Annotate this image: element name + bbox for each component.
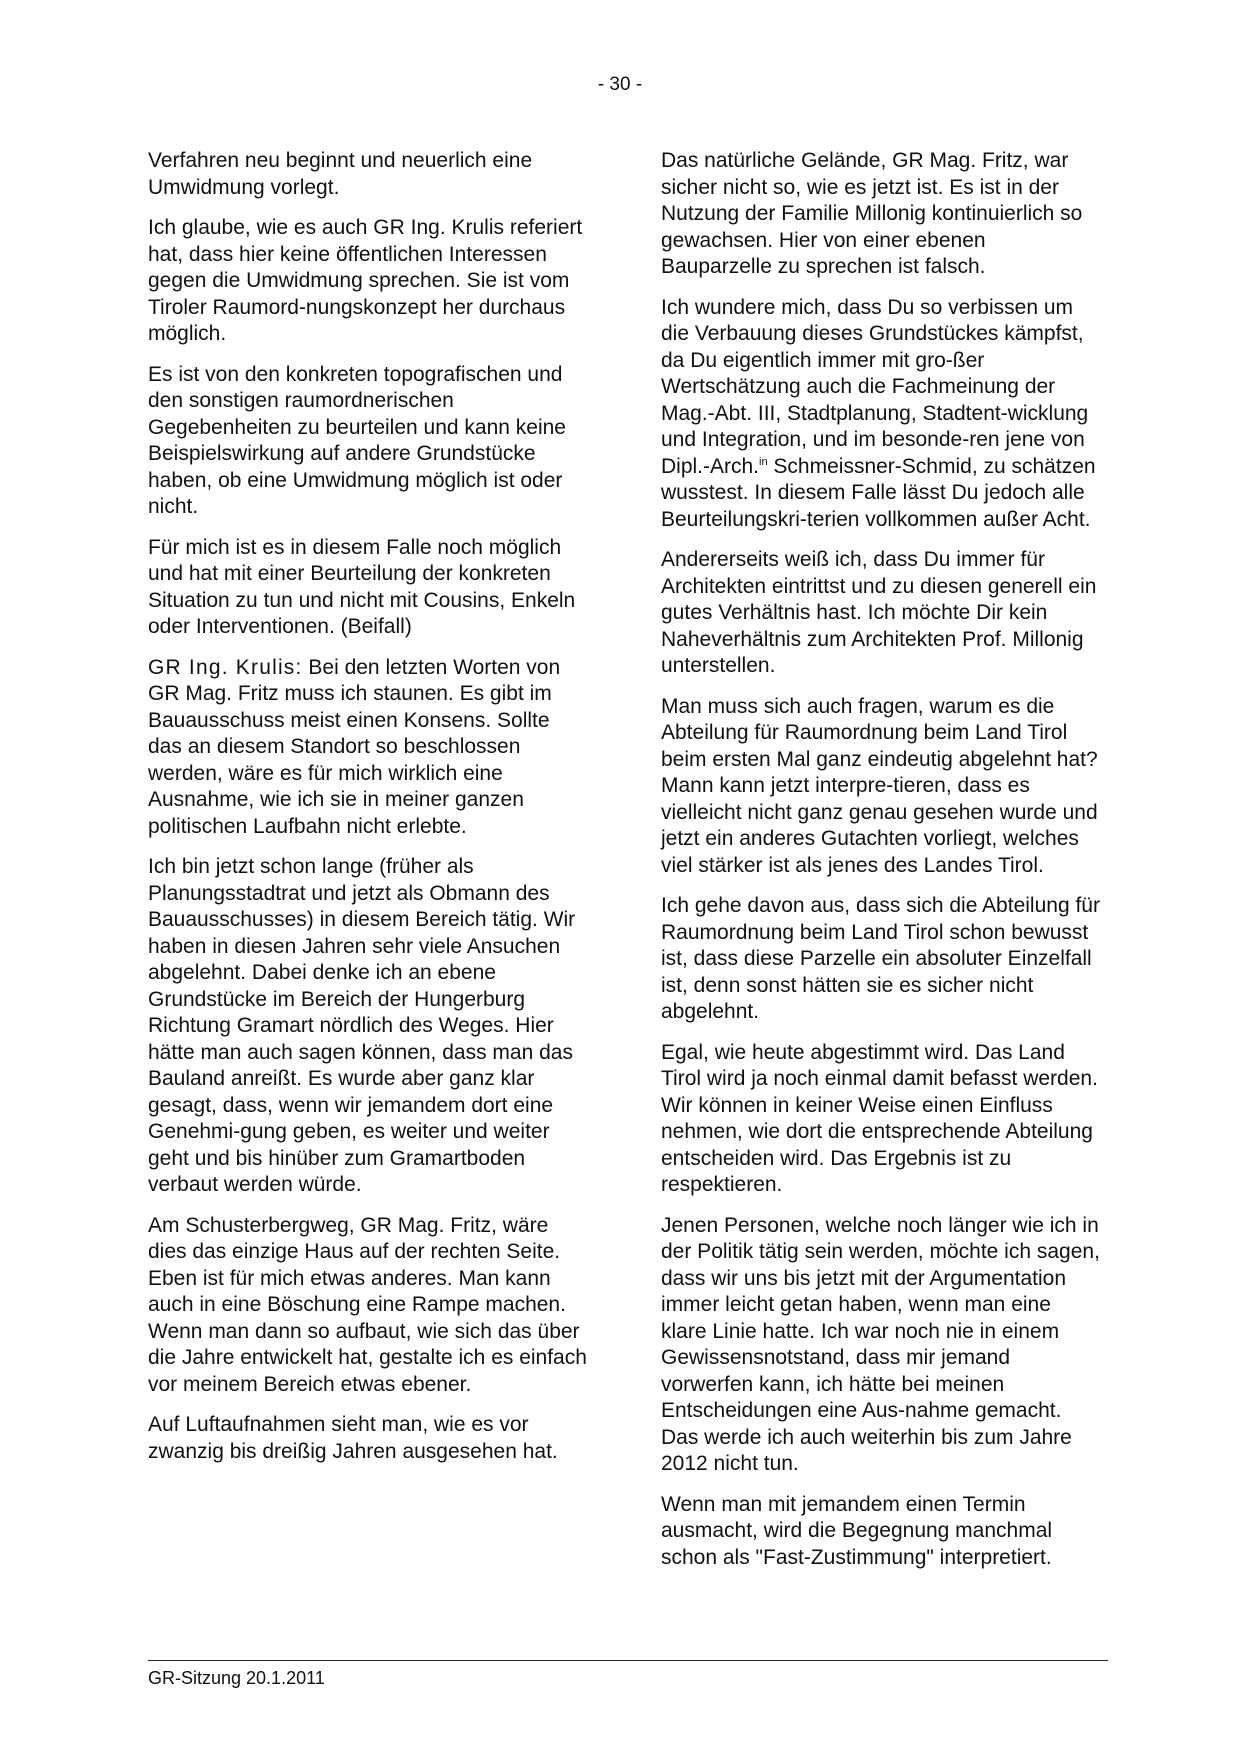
paragraph: Jenen Personen, welche noch länger wie ich in der Politik tätig sein werden, möchte ich sagen, dass wir uns bis jetzt mit der Argumentation immer leicht getan haben, wenn man eine klare Linie hatte. Ich war noch nie in einem Gewissensnotstand, dass mir jemand vorwerfen kann, ich hätte bei meinen Entscheidungen eine Aus-nahme gemacht. Das werde ich auch weiterhin bis zum Jahre 2012 nicht tun. — [661, 1213, 1100, 1475]
paragraph: Für mich ist es in diesem Falle noch möglich und hat mit einer Beurteilung der konkreten Situation zu tun und nicht mit Cousins, Enkeln oder Interventionen. (Beifall) — [148, 535, 576, 638]
footer-divider — [148, 1660, 1108, 1661]
paragraph: Das natürliche Gelände, GR Mag. Fritz, war sicher nicht so, wie es jetzt ist. Es ist in der Nutzung der Familie Millonig kontinuierlich so gewachsen. Hier von einer ebenen Bauparzelle zu sprechen ist falsch. — [661, 149, 1083, 278]
paragraph: Ich gehe davon aus, dass sich die Abteilung für Raumordnung beim Land Tirol schon bewusst ist, dass diese Parzelle ein absoluter Einzelfall ist, denn sonst hätten sie es sicher nicht abgelehnt. — [661, 894, 1100, 1023]
paragraph — [661, 295, 1101, 534]
superscript: in — [759, 455, 768, 468]
left-column — [148, 148, 588, 1479]
paragraph: Man muss sich auch fragen, warum es die Abteilung für Raumordnung beim Land Tirol beim ersten Mal ganz eindeutig abgelehnt hat? Mann kann jetzt interpre-tieren, dass es vielleicht nicht ganz genau gesehen wurde und jetzt ein anderes Gutachten vorliegt, welches viel stärker ist als jenes des Landes Tirol. — [661, 694, 1098, 877]
paragraph: Am Schusterbergweg, GR Mag. Fritz, wäre dies das einzige Haus auf der rechten Seite. Eben ist für mich etwas anderes. Man kann auch in eine Böschung eine Rampe machen. Wenn man dann so aufbaut, wie sich das über die Jahre entwickelt hat, gestalte ich es einfach vor meinem Bereich etwas ebener. — [148, 1213, 587, 1396]
paragraph: Verfahren neu beginnt und neuerlich eine Umwidmung vorlegt. — [148, 149, 533, 199]
right-column — [661, 148, 1101, 1585]
paragraph: Ich glaube, wie es auch GR Ing. Krulis referiert hat, dass hier keine öffentlichen Interessen gegen die Umwidmung sprechen. Sie ist vom Tiroler Raumord-nungskonzept her durchaus möglich. — [148, 216, 583, 345]
page-number: - 30 - — [597, 74, 643, 95]
footer-text: GR-Sitzung 20.1.2011 — [148, 1668, 325, 1688]
paragraph: Ich bin jetzt schon lange (früher als Planungsstadtrat und jetzt als Obmann des Bauausschusses) in diesem Bereich tätig. Wir haben in diesen Jahren sehr viele Ansuchen abgelehnt. Dabei denke ich an ebene Grundstücke im Bereich der Hungerburg Richtung Gramart nördlich des Weges. Hier hätte man auch sagen können, dass man das Bauland anreißt. Es wurde aber ganz klar gesagt, dass, wenn wir jemandem dort eine Genehmi-gung geben, es weiter und weiter geht und bis hinüber zum Gramartboden verbaut werden würde. — [148, 855, 576, 1196]
paragraph-text: Ich wundere mich, dass Du so verbissen um die Verbauung dieses Grundstückes kämpfst, da Du eigentlich immer mit gro-ßer Wertschätzung auch die Fachmeinung der Mag.-Abt. III, Stadtplanung, Stadtent-wicklung und Integration, und im besonde-ren jene von Dipl.-Arch. — [661, 295, 1089, 478]
paragraph-text: Schmeissner-Schmid, zu schätzen wusstest. In diesem Falle lässt Du jedoch alle Beurteilungskri-terien vollkommen außer Acht. — [661, 454, 1096, 531]
speaker-name: GR Ing. Krulis: — [148, 655, 303, 679]
paragraph: Es ist von den konkreten topografischen und den sonstigen raumordnerischen Gegebenheiten zu beurteilen und kann keine Beispielswirkung auf andere Grundstücke haben, ob eine Umwidmung möglich ist oder nicht. — [148, 362, 566, 518]
speaker-paragraph — [148, 655, 588, 841]
paragraph: Andererseits weiß ich, dass Du immer für Architekten eintrittst und zu diesen generell ein gutes Verhältnis hast. Ich möchte Dir kein Naheverhältnis zum Architekten Prof. Millonig unterstellen. — [661, 548, 1097, 677]
paragraph: Auf Luftaufnahmen sieht man, wie es vor zwanzig bis dreißig Jahren ausgesehen hat. — [148, 1413, 558, 1463]
paragraph: Wenn man mit jemandem einen Termin ausmacht, wird die Begegnung manchmal schon als "Fast-Zustimmung" interpretiert. — [661, 1492, 1053, 1569]
speaker-text: Bei den letzten Worten von GR Mag. Fritz muss ich staunen. Es gibt im Bauausschuss meist einen Konsens. Sollte das an diesem Standort so beschlossen werden, wäre es für mich wirklich eine Ausnahme, wie ich sie in meiner ganzen politischen Laufbahn nicht erlebte. — [148, 655, 561, 838]
paragraph: Egal, wie heute abgestimmt wird. Das Land Tirol wird ja noch einmal damit befasst werden. Wir können in keiner Weise einen Einfluss nehmen, wie dort die entsprechende Abteilung entscheiden wird. Das Ergebnis ist zu respektieren. — [661, 1040, 1098, 1196]
